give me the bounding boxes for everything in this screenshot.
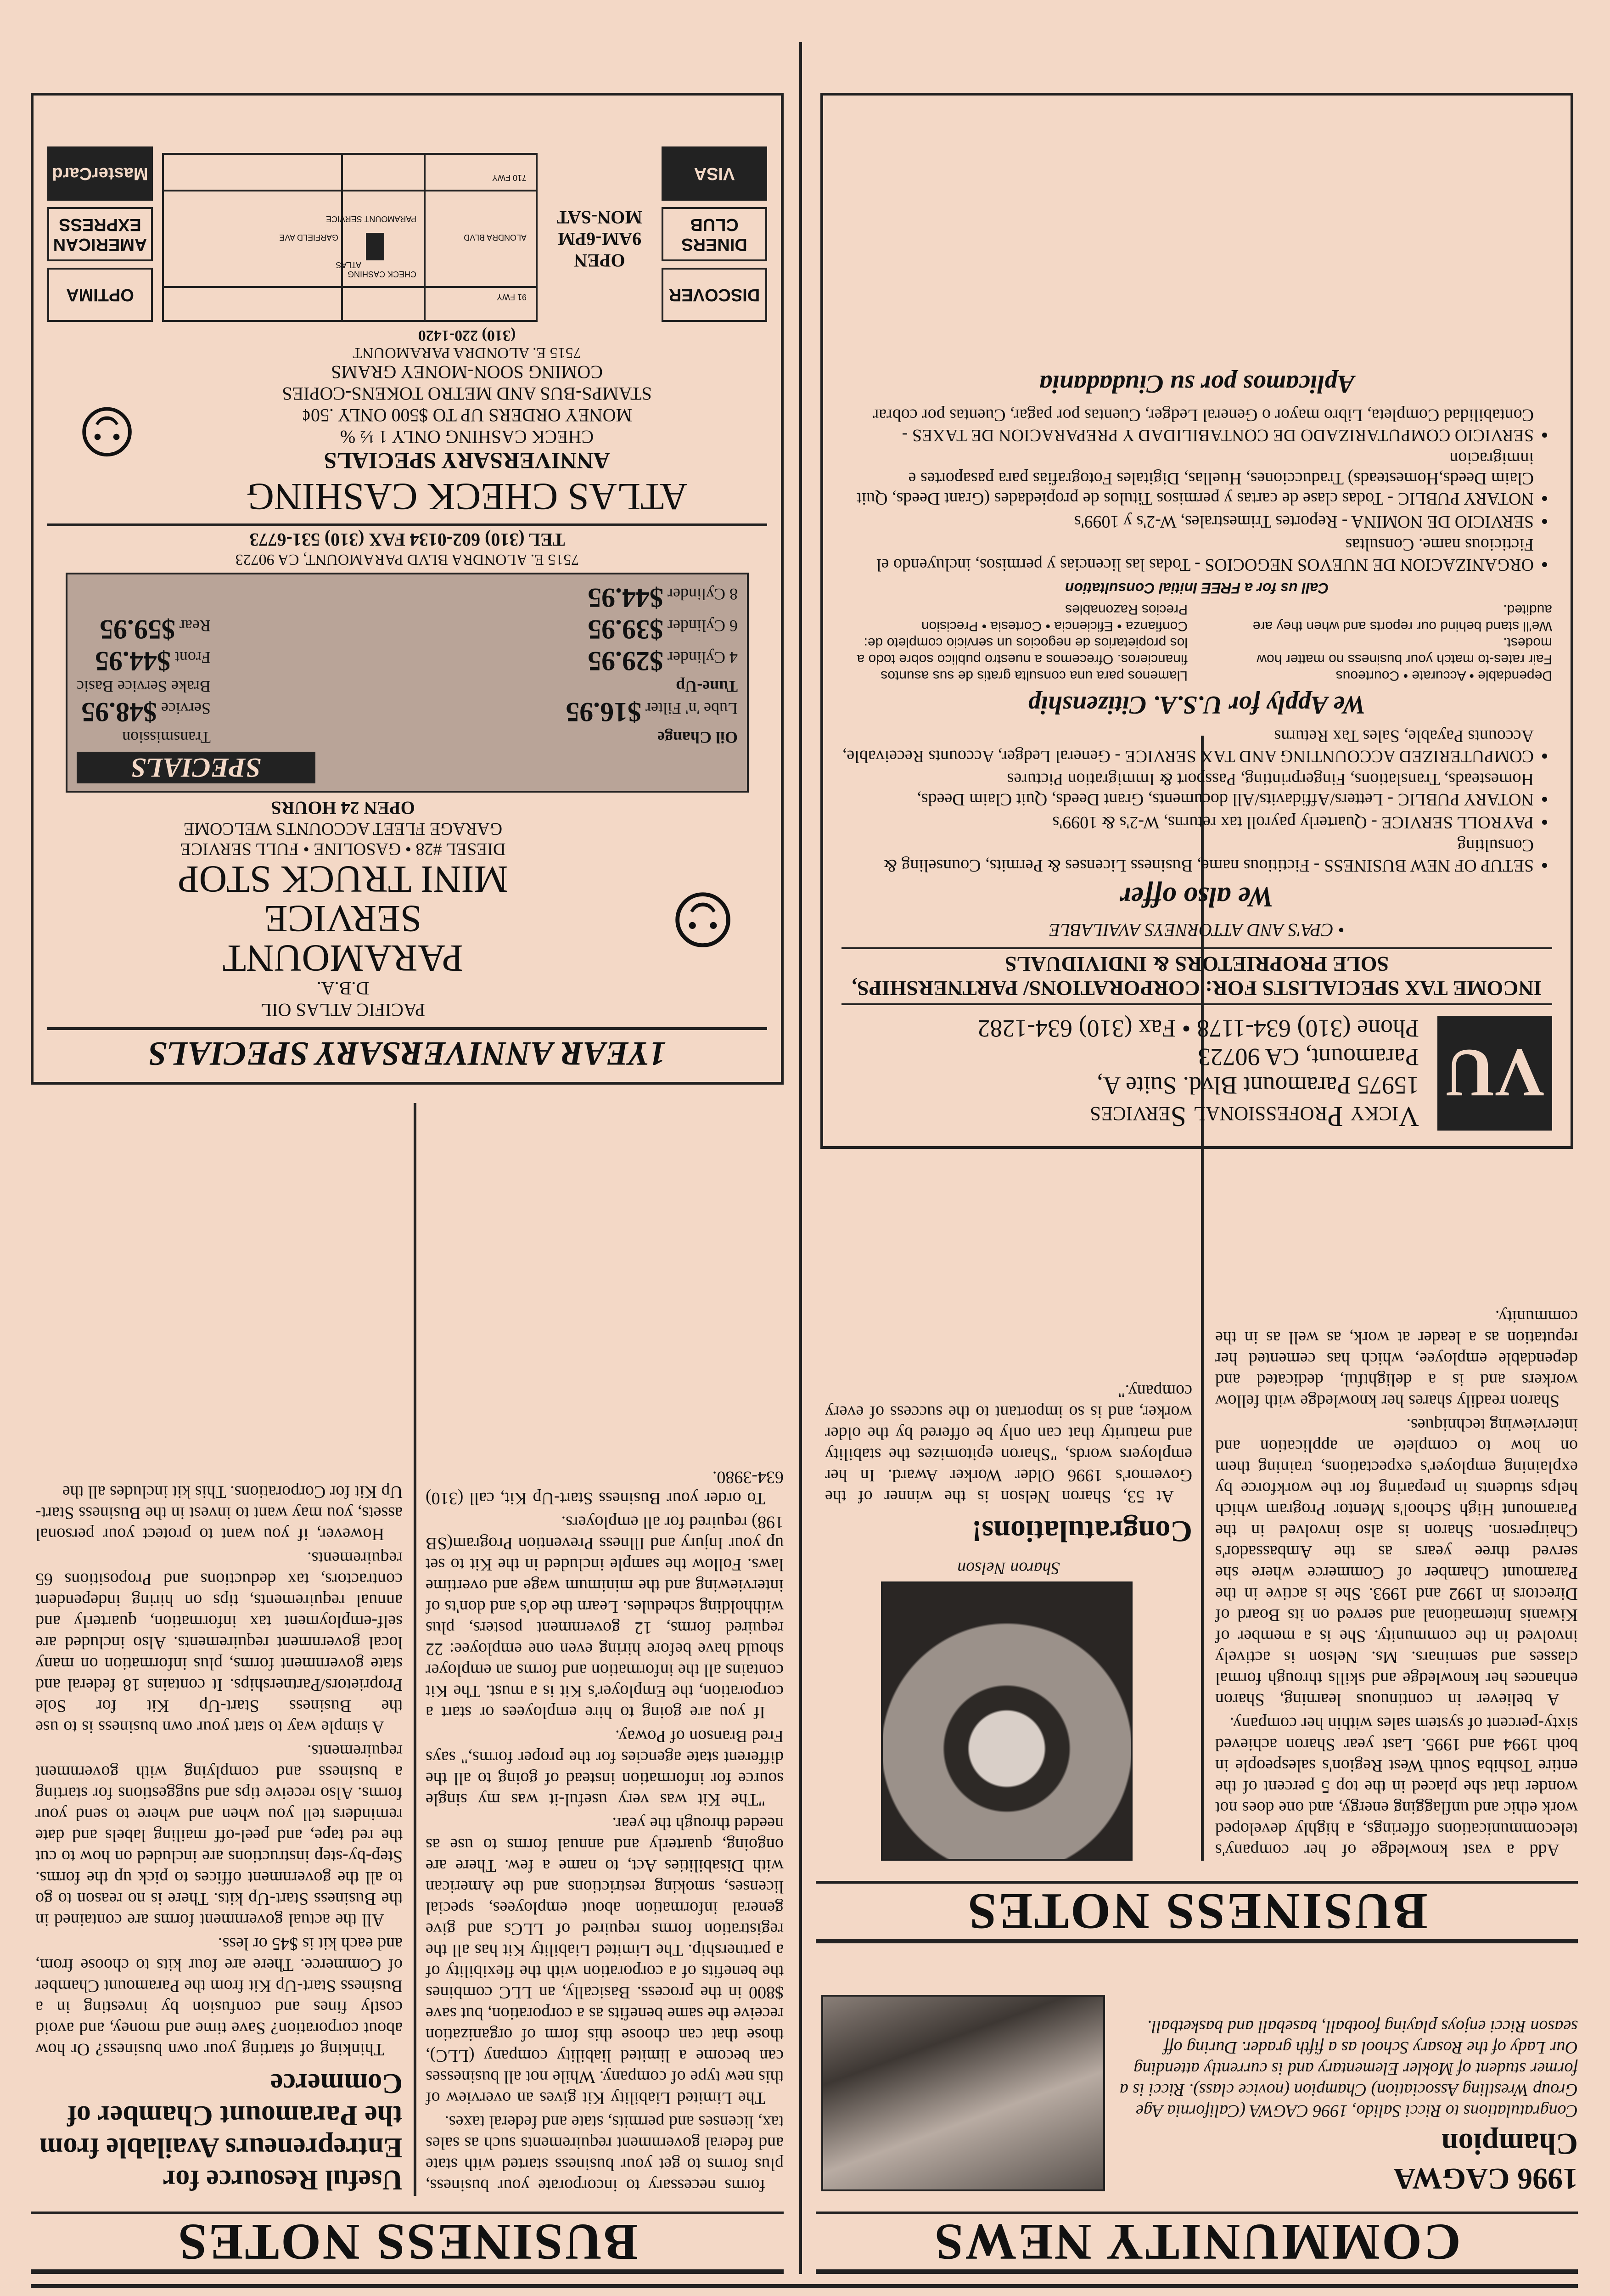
kits-col-right [35, 1479, 403, 2196]
check-cashing: CHECK CASHING ONLY 1 ½ % [340, 427, 594, 447]
cagwa-caption: Congratulations to Ricci Salido, 1996 CAGWA (California Age Group Wrestling Association) Champion (novice class). Ricci is a former student of Mokler Elementary and is currently attending Our Lady of the Rosary School as a fifth grader. During off season Ricci enjoys playing football, baseball and basketball. [1119, 2017, 1578, 2121]
location-map [162, 153, 538, 322]
header-rule [31, 2284, 1578, 2288]
vicky-services-es [841, 405, 1552, 575]
kits-para: forms necessary to incorporate your business, plus forms to get your business started with state and federal government requirements such as sales tax, licenses and permits, state and federal taxes. [426, 2112, 784, 2195]
hours-days: MON-SAT [557, 207, 642, 228]
cyl8-price: $44.95 [588, 583, 664, 613]
business-notes-title: BUSINESS NOTES [31, 2212, 784, 2274]
stamps: STAMPS-BUS AND METRO TOKENS-COPIES [282, 383, 652, 404]
front-label: Front [174, 648, 211, 667]
vicky-service-item: • COMPUTERIZED ACCOUNTING AND TAX SERVICE - General Ledger, Accounts Receivable, Accounts Payable, Sales Tax Returns [841, 726, 1534, 766]
vicky-free-consult: Call us for a FREE Initial Consultation [1065, 580, 1329, 597]
cyl8-label: 8 Cylinder [668, 585, 738, 603]
vicky-servicio-item: • SERVICIO COMPUTARIZADO DE CONTABILIDAD Y PREPARACION DE TAXES - Contabilidad Completa, Libro mayor o General Ledger, Cuentas por pagar, Cuentas por cobrar [841, 405, 1534, 445]
vicky-bullet: Llamenos para una consulta gratis de sus asuntos financieros. Ofrecemos a nuestro publico sobre todo a los propietarios de negocios un servicio completo de: [857, 635, 1188, 683]
nelson-col2 [825, 1378, 1192, 1861]
visa-logo: VISA [662, 146, 767, 201]
atlas-services1: DIESEL #28 • GASOLINE • FULL SERVICE [180, 839, 506, 859]
vicky-bullet: Confianza • Eficiencia • Cortesia • Precision [921, 619, 1188, 634]
map-road [164, 286, 536, 288]
kits-para: All the actual government forms are contained in the Business Start-Up kits. There is no reason to go to all the government offices to pick up the forms. Step-by-step instructions are included on how to cut the red tape, and peel-off mailing labels and date reminders tell you when and where to send your forms. Also receive tips and suggestions for starting a business and complying with government requirements. [35, 1741, 403, 1930]
vicky-servicio-item: • SERVICIO DE NOMINA - Reportes Trimestrales, W-2's y 1099's [841, 512, 1534, 532]
atlas-name3: MINI TRUCK STOP [177, 858, 509, 900]
atlas-headline: 1YEAR ANNIVERSARY SPECIALS [47, 1027, 767, 1073]
hours-open: OPEN [574, 250, 625, 271]
cyl4-price: $29.95 [588, 646, 664, 676]
map-label: GARFIELD AVE [279, 233, 338, 242]
vicky-service-item: • PAYROLL SERVICE - Quarterly payroll tax returns, W-2's & 1099's [841, 812, 1534, 833]
atlas-phone2: (310) 220-1420 [418, 327, 516, 344]
kits-para: Thinking of starting your own business? Or how about corporation? Save time and money, and avoid costly fines and confusion by investing in a Business Start-Up Kit from the Paramount Chamber of Commerce. There are four kits to choose from, and each kit is $45 or less. [35, 1934, 403, 2059]
map-label: 710 FWY [492, 173, 527, 182]
lube-price: $16.95 [566, 697, 642, 727]
kits-para: The Limited Liability Kit gives an overview of this new type of company. While not all businesses can become a limited liability company (LLC), those that can choose this form of organization receive the same benefits as a corporation, but save $800 in the process. Basically, an LLC combines the benefits of a corporation with the flexibility of a partnership. The Limited Liability Kit has all the registration forms required of LLCs and give general information about employees, special licenses, smoking restrictions and the American with Disabilities Act, to name a few. There are ongoing, quarterly and annual forms to use as needed through the year. [426, 1814, 784, 2108]
kits-divider [414, 1103, 416, 2196]
atlas-tel: TEL (310) 602-0134 FAX (310) 531-6773 [47, 523, 767, 551]
hours-time: 9AM-6PM [557, 229, 642, 249]
vicky-bullets-es [841, 601, 1188, 684]
nelson-p2: Add a vast knowledge of her company's telecommunications offerings, a highly developed work ethic and unflagging energy, and one does not wonder that she placed in the top 5 percent of the entire Toshiba South West Region's salespeople in both 1994 and 1995. Last year Sharon achieved sixty-percent of system sales within her company. [1215, 1714, 1578, 1860]
community-news-column [816, 42, 1578, 2274]
vicky-servicio-item: • ORGANIZACION DE NUEVOS NEGOCIOS - Todas las licencias y permisos, incluyendo el Ficticious name. Consultas [841, 535, 1534, 575]
wrestling-photo [821, 1995, 1105, 2191]
kits-headline: Useful Resource for Entrepreneurs Available from the Paramount Chamber of Commerce [39, 2068, 403, 2195]
kits-para: To order your Business Start-Up Kit, call (310) 634-3980. [426, 1468, 784, 1508]
cyl4-label: 4 Cylinder [668, 648, 738, 667]
vicky-phone: Phone (310) 634-1178 • Fax (310) 634-1282 [977, 1015, 1419, 1042]
vu-logo: VU [1437, 1016, 1552, 1131]
atlas-addr2: 7515 E. ALONDRA PARAMOUNT [353, 344, 581, 361]
atlas-name2: SERVICE [264, 897, 422, 940]
kits-col-left [426, 1464, 784, 2196]
vicky-service-item: • SETUP OF NEW BUSINESS - Fictitious name, Business Licenses & Permits, Counseling & Consulting [841, 835, 1534, 876]
map-road [164, 190, 536, 191]
business-notes-column [31, 42, 784, 2274]
diners-club-logo: DINERS CLUB [662, 207, 767, 261]
rear-label: Rear [179, 617, 211, 635]
vicky-ciudadania: Aplicamos por su Ciudadania [1039, 370, 1355, 398]
vicky-servicio-item: • NOTARY PUBLIC - Todas clase de cartas y permisos Titulos de propiedades (Grant Deeds, Quit Claim Deeds,Homesteads) Traducciones, Huellas, Digitales Fotografias para pasaportes e inmigracion [841, 448, 1534, 509]
atlas-open24: OPEN 24 HOURS [271, 798, 415, 818]
map-label: CHECK CASHING [347, 270, 416, 279]
atlas-dba: D.B.A. [316, 978, 370, 999]
kits-para: However, if you want to protect your personal assets, you may want to invest in the Business Start-Up Kit for Corporations. This kit includes all the [35, 1482, 403, 1544]
vicky-address1: 15975 Paramount Blvd. Suite A, [1097, 1072, 1419, 1099]
front-price: $44.95 [95, 646, 171, 676]
atlas-pacific: PACIFIC ATLAS OIL [260, 1000, 426, 1020]
check-anniv: ANNIVERSARY SPECIALS [324, 448, 610, 474]
optima-logo: OPTIMA [47, 268, 153, 322]
atlas-ad [31, 93, 784, 1085]
discover-logo: DISCOVER [662, 268, 767, 322]
cagwa-headline-2: Champion [1441, 2127, 1578, 2161]
map-label: 91 FWY [496, 293, 527, 302]
nelson-photo-caption: Sharon Nelson [957, 1559, 1060, 1578]
mastercard-logo: MasterCard [47, 146, 153, 201]
cagwa-story [1119, 2016, 1578, 2196]
vicky-services-en [841, 726, 1552, 876]
atlas-address: 7515 E. ALONDRA BLVD PARAMOUNT, CA 90723 [235, 551, 579, 568]
map-road [341, 155, 343, 320]
vicky-service-item: • NOTARY PUBLIC - Letters/Affidavits/All documents, Grant Deeds, Quit Claim Deeds, Homesteads, Translations, Fingerprinting, Passport & Immigration Pictures [841, 769, 1534, 810]
community-news-title: COMMUNITY NEWS [816, 2212, 1578, 2274]
vicky-bullet: Fair rates-to match your business no matter how modest. [1257, 635, 1552, 667]
nelson-p1: At 53, Sharon Nelson is the winner of the Governor's 1996 Older Worker Award. In her employers words, "Sharon epitomizes the stability and maturity that can only be offered by the older worker, and is so important to the success of every company." [825, 1381, 1192, 1506]
page-header [35, 2288, 1573, 2296]
brake-label: Brake Service Basic [77, 677, 211, 696]
nelson-photo [881, 1581, 1133, 1861]
kits-para: If you are going to hire employees or start a corporation, the Employer's Kit is a must. The Kit contains all the information and forms an employer should have before hiring even one employee: 22 required forms, 12 government posters, plus withholding schedules. Learn the do's and don'ts of interviewing and the minimum wage and overtime laws. Follow the sample included in the Kit to set up your Injury and Illness Prevention Program(SB 198) required for all employers. [426, 1513, 784, 1722]
mascot-icon-2: ☺ [65, 390, 149, 482]
coming-soon: COMING SOON-MONEY GRAMS [331, 362, 603, 383]
vicky-bullet: We'll stand behind our reports and when they are audited. [1252, 602, 1552, 634]
trans-price: $48.95 [81, 697, 157, 727]
lube-label: Lube 'n' Filter [645, 699, 738, 718]
tune-up-label: Tune-Up [676, 677, 738, 696]
transmission-label: Transmission [122, 728, 211, 747]
atlas-services2: GARAGE FLEET ACCOUNTS WELCOME [183, 819, 503, 838]
rear-price: $59.95 [99, 614, 175, 645]
kits-para: A simple way to start your own business is to use the Business Start-Up Kit for Sole Proprietors/Partnerships. It contains 18 federal and state government forms, plus information on many local government requirements. Also included are self-employment tax information, quarterly and annual requirements, tips on hiring independent contractors, tax deductions and Propositions 65 requirements. [35, 1548, 403, 1737]
map-location-marker [366, 233, 384, 260]
oil-change-label: Oil Change [657, 728, 738, 747]
vicky-cpas: • CPA'S AND ATTORNEYS AVAILABLE [1049, 920, 1345, 940]
vicky-citizenship: We Apply for U.S.A. Citizenship [1028, 691, 1366, 719]
map-road [424, 155, 426, 320]
nelson-headline: Congratulations! [971, 1514, 1192, 1548]
cyl6-price: $39.95 [588, 614, 664, 645]
business-notes-title-left: BUSINESS NOTES [816, 1881, 1578, 1943]
nelson-text-col1 [1215, 1303, 1578, 1861]
trans-service-label: Service [161, 699, 211, 718]
check-title: ATLAS CHECK CASHING [246, 475, 688, 518]
atlas-bottom-row [47, 146, 767, 322]
vicky-ad [820, 93, 1573, 1149]
cagwa-headline: 1996 CAGWA [1393, 2162, 1578, 2195]
american-express-logo: AMERICAN EXPRESS [47, 207, 153, 261]
map-label: PARAMOUNT SERVICE [325, 214, 416, 224]
nelson-p3: A believer in continuous learning, Sharon enhances her knowledge and skills through formal classes and seminars. Ms. Nelson is actively involved in the community. She is a member of Kiwanis International and served on its Board of Directors in 1992 and 1993. She is active in the Paramount Chamber of Commerce where she served three years as the Ambassador's Chairperson. Sharon is also involved in the Paramount High School's Mentor Program which helps students in preparing for the workforce by explaining employer's expectations, training them on how to complete an application and interviewing techniques. [1215, 1415, 1578, 1709]
cyl6-label: 6 Cylinder [668, 617, 738, 635]
specials-title: SPECIALS [77, 752, 315, 783]
money-orders: MONEY ORDERS UP TO $500 ONLY .50¢ [301, 405, 633, 426]
map-label: ATLAS [336, 260, 361, 270]
vicky-tagline: INCOME TAX SPECIALISTS FOR: CORPORATIONS/ PARTNERSHIPS, SOLE PROPRIETORS & INDIVIDUALS [841, 947, 1552, 1005]
vicky-bullet: Precios Razonables [1065, 602, 1188, 617]
map-label: ALONDRA BLVD [464, 233, 527, 242]
nelson-p4: Sharon readily shares her knowledge with fellow workers and is a delightful, dedicated and dependable employee, which has cemented her reputation as a leader at work, as well as in the community. [1215, 1307, 1578, 1411]
vicky-bullets-en [1206, 601, 1552, 684]
vicky-bullet: Dependable • Accurate • Courteous [1335, 668, 1552, 683]
specials-box [66, 573, 749, 793]
vicky-company: Vicky Professional Services [1089, 1101, 1419, 1132]
atlas-name1: PARAMOUNT [222, 937, 464, 979]
vicky-address2: Paramount, CA 90723 [1198, 1043, 1419, 1071]
center-divider [799, 42, 802, 2274]
mascot-icon: ☺ [656, 873, 750, 975]
vicky-also-offer: We also offer [1120, 881, 1274, 912]
kits-para: "The Kit was very useful-it was my single source for information instead of going to all the different state agencies for the proper forms," says Fred Branson of Poway. [426, 1727, 784, 1809]
